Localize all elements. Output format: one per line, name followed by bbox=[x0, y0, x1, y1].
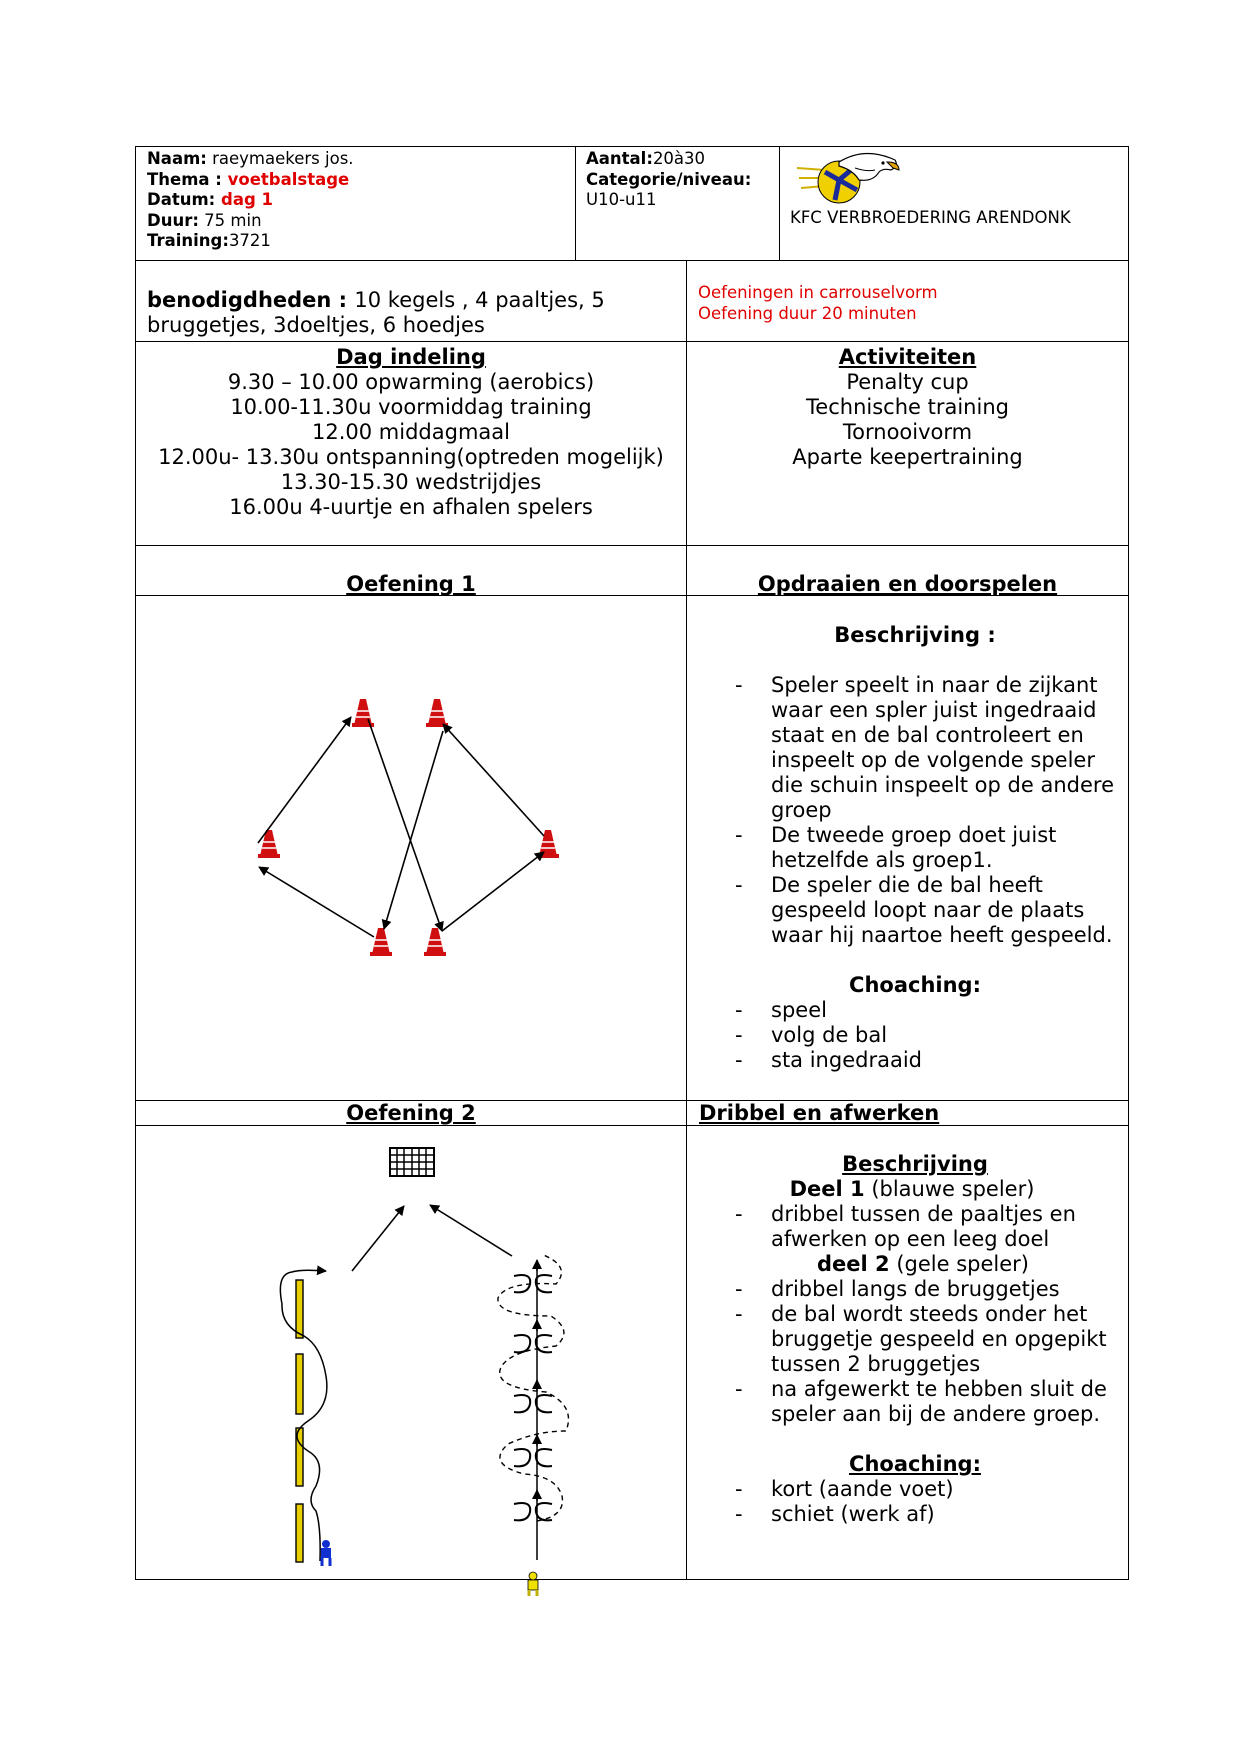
duur-value: 75 min bbox=[198, 210, 262, 230]
deel1-label: Deel 1 bbox=[789, 1177, 865, 1201]
oef2-text bbox=[697, 1152, 1127, 1527]
training-value: 3721 bbox=[228, 231, 271, 250]
thema-value: voetbalstage bbox=[227, 169, 350, 189]
list-item: - De speler die de bal heeft gespeeld loopt naar de plaats waar hij naartoe heeft gespeeld. bbox=[697, 873, 1127, 948]
cone-icon bbox=[537, 830, 559, 858]
dag-line: 12.00 middagmaal bbox=[312, 420, 510, 444]
dag-line: 13.30-15.30 wedstrijdjes bbox=[280, 470, 542, 494]
dag-line: 12.00u- 13.30u ontspanning(optreden mogelijk) bbox=[158, 445, 664, 469]
oef1-title: Oefening 1 bbox=[346, 572, 476, 596]
naam-value: raeymaekers jos. bbox=[206, 149, 354, 168]
list-item: - de bal wordt steeds onder het bruggetje gespeeld en opgepikt tussen 2 bruggetjes bbox=[697, 1302, 1127, 1377]
player-icon bbox=[528, 1572, 538, 1596]
aantal-label: Aantal: bbox=[586, 149, 653, 168]
benodigdheden-label: benodigdheden : bbox=[147, 288, 355, 312]
club-name: KFC VERBROEDERING ARENDONK bbox=[790, 208, 1071, 227]
list-item: - sta ingedraaid bbox=[697, 1048, 1127, 1073]
note-duur: Oefening duur 20 minuten bbox=[698, 303, 917, 323]
note-carrousel: Oefeningen in carrouselvorm bbox=[698, 283, 938, 302]
oef2-name: Dribbel en afwerken bbox=[699, 1101, 940, 1125]
deel2-text: (gele speler) bbox=[889, 1252, 1029, 1276]
categorie-label: Categorie/niveau: bbox=[586, 169, 752, 189]
activiteiten bbox=[687, 345, 1128, 470]
list-item: - schiet (werk af) bbox=[697, 1502, 1127, 1527]
duur-label: Duur: bbox=[147, 210, 199, 230]
aantal-value: 20à30 bbox=[652, 149, 706, 168]
goal-icon bbox=[390, 1148, 434, 1176]
oef2-beschrijving: Beschrijving bbox=[842, 1152, 988, 1176]
datum-value: dag 1 bbox=[221, 190, 273, 209]
list-item: - speel bbox=[697, 998, 1127, 1023]
deel2-label: deel 2 bbox=[817, 1252, 890, 1276]
bridge-icon bbox=[514, 1449, 552, 1466]
list-item: - volg de bal bbox=[697, 1023, 1127, 1048]
oef1-name: Opdraaien en doorspelen bbox=[757, 572, 1058, 596]
eagle-logo-icon bbox=[795, 150, 905, 208]
naam-label: Naam: bbox=[147, 149, 207, 168]
carrousel-note bbox=[698, 283, 938, 324]
categorie-value: U10-u11 bbox=[586, 190, 657, 209]
activiteit-line: Technische training bbox=[806, 395, 1009, 419]
aantal-info bbox=[586, 149, 751, 211]
oef2-title: Oefening 2 bbox=[346, 1101, 476, 1125]
dag-line: 10.00-11.30u voormiddag training bbox=[230, 395, 592, 419]
pole-icon bbox=[296, 1354, 303, 1414]
list-item: - De tweede groep doet juist hetzelfde als groep1. bbox=[697, 823, 1127, 873]
cone-icon bbox=[258, 830, 280, 858]
thema-label: Thema : bbox=[147, 169, 228, 189]
header-info bbox=[147, 149, 354, 252]
list-item: - dribbel tussen de paaltjes en afwerken op een leeg doel bbox=[697, 1202, 1127, 1252]
player-icon bbox=[321, 1540, 331, 1566]
cone-icon bbox=[424, 928, 446, 956]
list-item: - dribbel langs de bruggetjes bbox=[697, 1277, 1127, 1302]
oef1-beschrijving: Beschrijving : bbox=[834, 623, 996, 647]
datum-label: Datum: bbox=[147, 190, 222, 209]
activiteit-line: Aparte keepertraining bbox=[792, 445, 1023, 469]
oef1-diagram bbox=[136, 596, 686, 1100]
oef2-coaching: Choaching: bbox=[849, 1452, 981, 1476]
cone-icon bbox=[352, 699, 374, 727]
pole-icon bbox=[296, 1504, 303, 1562]
dag-title: Dag indeling bbox=[336, 345, 486, 369]
activiteit-line: Penalty cup bbox=[846, 370, 969, 394]
oef1-text bbox=[697, 623, 1127, 1073]
cone-icon bbox=[370, 928, 392, 956]
list-item: - na afgewerkt te hebben sluit de speler aan bij de andere groep. bbox=[697, 1377, 1127, 1427]
oef2-diagram bbox=[136, 1126, 686, 1596]
benodigdheden-text: 10 kegels , 4 paaltjes, 5 bruggetjes, 3doeltjes, 6 hoedjes bbox=[147, 288, 605, 337]
pole-icon bbox=[296, 1280, 303, 1338]
dag-indeling bbox=[136, 345, 686, 520]
bridge-icon bbox=[514, 1503, 552, 1520]
cone-icon bbox=[426, 699, 448, 727]
deel1-text: (blauwe speler) bbox=[864, 1177, 1035, 1201]
bridge-icon bbox=[514, 1335, 552, 1352]
activiteiten-title: Activiteiten bbox=[838, 345, 977, 369]
benodigdheden bbox=[147, 288, 647, 338]
list-item: - kort (aande voet) bbox=[697, 1477, 1127, 1502]
training-label: Training: bbox=[147, 231, 229, 250]
oef1-coaching: Choaching: bbox=[849, 973, 981, 997]
dag-line: 16.00u 4-uurtje en afhalen spelers bbox=[229, 495, 593, 519]
dag-line: 9.30 – 10.00 opwarming (aerobics) bbox=[227, 370, 595, 394]
activiteit-line: Tornooivorm bbox=[842, 420, 973, 444]
list-item: - Speler speelt in naar de zijkant waar een spler juist ingedraaid staat en de bal controleert en inspeelt op de volgende speler die schuin inspeelt op de andere groep bbox=[697, 673, 1127, 823]
bridge-icon bbox=[514, 1395, 552, 1412]
